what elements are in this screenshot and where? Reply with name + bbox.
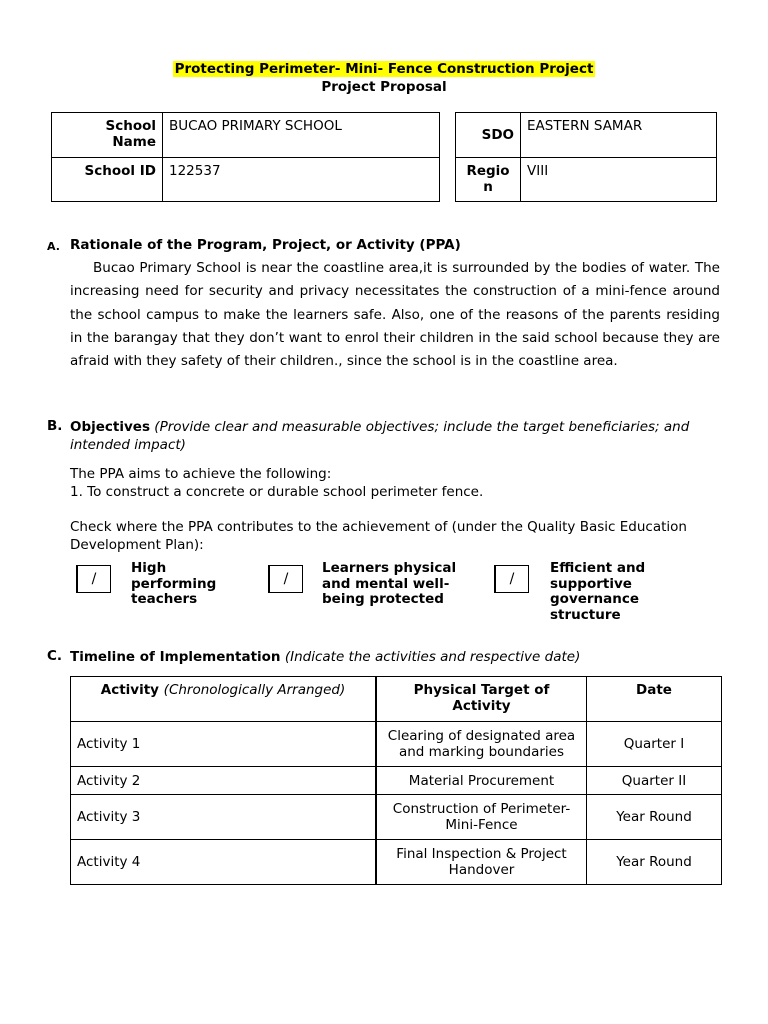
section-b-heading: Objectives	[70, 419, 150, 435]
check-box-teachers[interactable]: /	[76, 565, 111, 593]
activity-cell: Activity 3	[71, 795, 377, 840]
table-row	[71, 722, 722, 767]
section-b-heading-block	[70, 418, 720, 454]
col-activity-note: (Chronologically Arranged)	[163, 682, 346, 698]
table-row	[71, 795, 722, 840]
date-cell: Quarter I	[587, 722, 722, 767]
sdo-label: SDO	[456, 113, 521, 158]
section-a-body: Bucao Primary School is near the coastline area,it is surrounded by the bodies of water. The increasing need for security and privacy necessitates the construction of a mini-fence around the school campus to make the learners safe. Also, one of the reasons of the parents residing in the barangay that they don’t want to enrol their children in the said school because they are afraid with they safety of their children., since the school is in the coastline area.	[70, 260, 720, 370]
target-cell: Clearing of designated area and marking boundaries	[376, 722, 587, 767]
date-cell: Year Round	[587, 840, 722, 885]
col-activity-label: Activity	[100, 682, 159, 698]
division-info-table	[455, 112, 717, 202]
section-a-heading: Rationale of the Program, Project, or Activity (PPA)	[70, 237, 461, 253]
section-c-letter: C.	[47, 648, 63, 664]
table-row	[71, 840, 722, 885]
section-b-note: (Provide clear and measurable objectives; include the target beneficiaries; and intended impact)	[70, 419, 690, 453]
school-id-value: 122537	[163, 158, 440, 202]
date-cell: Quarter II	[587, 767, 722, 795]
section-b-letter: B.	[47, 418, 63, 434]
region-label: Regio n	[456, 158, 521, 202]
section-c-heading: Timeline of Implementation	[70, 649, 281, 665]
target-cell: Material Procurement	[376, 767, 587, 795]
target-cell: Final Inspection & Project Handover	[376, 840, 587, 885]
objective-item: 1. To construct a concrete or durable school perimeter fence.	[70, 484, 484, 500]
check-label-teachers: High performing teachers	[131, 560, 217, 607]
check-box-governance[interactable]: /	[494, 565, 529, 593]
check-label-governance: Efficient and supportive governance structure	[550, 560, 646, 623]
activity-cell: Activity 2	[71, 767, 377, 795]
section-c-heading-block	[70, 648, 730, 666]
col-header-date: Date	[587, 677, 722, 722]
document-header	[0, 60, 768, 96]
section-a-letter: A.	[47, 240, 60, 253]
document-subtitle: Project Proposal	[321, 79, 447, 95]
school-name-label: School Name	[52, 113, 163, 158]
check-label-learners: Learners physical and mental well-being protected	[322, 560, 457, 607]
school-id-label: School ID	[52, 158, 163, 202]
timeline-table	[70, 676, 722, 885]
school-name-value: BUCAO PRIMARY SCHOOL	[163, 113, 440, 158]
sdo-value: EASTERN SAMAR	[521, 113, 717, 158]
col-header-activity	[71, 677, 377, 722]
check-intro: Check where the PPA contributes to the achievement of (under the Quality Basic Education Development Plan):	[70, 519, 687, 553]
date-cell: Year Round	[587, 795, 722, 840]
objectives-intro: The PPA aims to achieve the following:	[70, 466, 332, 482]
table-row	[71, 767, 722, 795]
section-c-note: (Indicate the activities and respective date)	[284, 649, 581, 665]
region-value: VIII	[521, 158, 717, 202]
check-box-learners[interactable]: /	[268, 565, 303, 593]
school-info-table	[51, 112, 440, 202]
activity-cell: Activity 1	[71, 722, 377, 767]
activity-cell: Activity 4	[71, 840, 377, 885]
target-cell: Construction of Perimeter-Mini-Fence	[376, 795, 587, 840]
col-header-target: Physical Target of Activity	[376, 677, 587, 722]
document-title: Protecting Perimeter- Mini- Fence Construction Project	[174, 61, 594, 77]
